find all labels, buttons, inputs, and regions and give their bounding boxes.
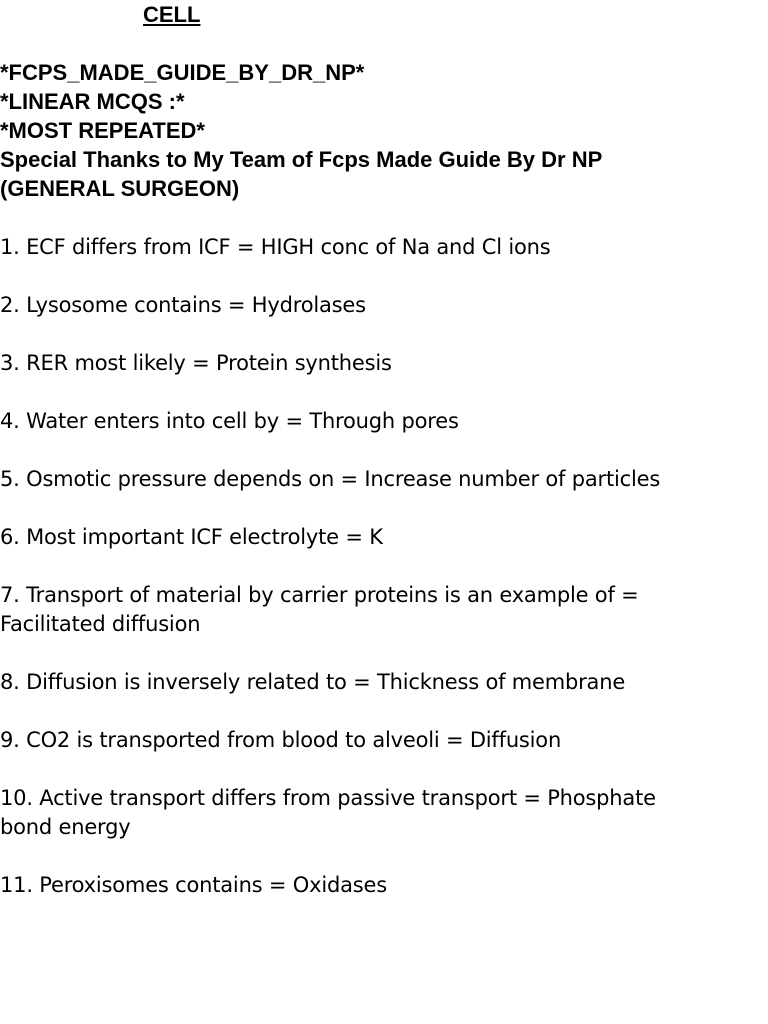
- mcq-item: 9. CO2 is transported from blood to alveoli = Diffusion: [0, 728, 562, 752]
- mcq-item: 11. Peroxisomes contains = Oxidases: [0, 873, 387, 897]
- mcq-item: 3. RER most likely = Protein synthesis: [0, 351, 392, 375]
- mcq-item: 2. Lysosome contains = Hydrolases: [0, 293, 366, 317]
- mcq-item: 5. Osmotic pressure depends on = Increase number of particles: [0, 467, 661, 491]
- page-title: CELL: [143, 2, 201, 27]
- mcq-item: 10. Active transport differs from passive transport = Phosphate bond energy: [0, 786, 656, 839]
- mcq-item: 1. ECF differs from ICF = HIGH conc of Na and Cl ions: [0, 235, 551, 259]
- mcq-item: 8. Diffusion is inversely related to = Thickness of membrane: [0, 670, 626, 694]
- header-line-linear-mcqs: *LINEAR MCQS :*: [0, 89, 185, 114]
- header-line-thanks: Special Thanks to My Team of Fcps Made Guide By Dr NP: [0, 147, 603, 172]
- header-line-most-repeated: *MOST REPEATED*: [0, 118, 205, 143]
- mcq-item: 4. Water enters into cell by = Through pores: [0, 409, 459, 433]
- mcq-item: 6. Most important ICF electrolyte = K: [0, 525, 383, 549]
- header-block: [0, 58, 768, 203]
- mcq-list: [0, 233, 768, 929]
- header-line-author-role: (GENERAL SURGEON): [0, 176, 240, 201]
- header-line-guide: *FCPS_MADE_GUIDE_BY_DR_NP*: [0, 60, 365, 85]
- mcq-item: 7. Transport of material by carrier proteins is an example of = Facilitated diffusion: [0, 583, 639, 636]
